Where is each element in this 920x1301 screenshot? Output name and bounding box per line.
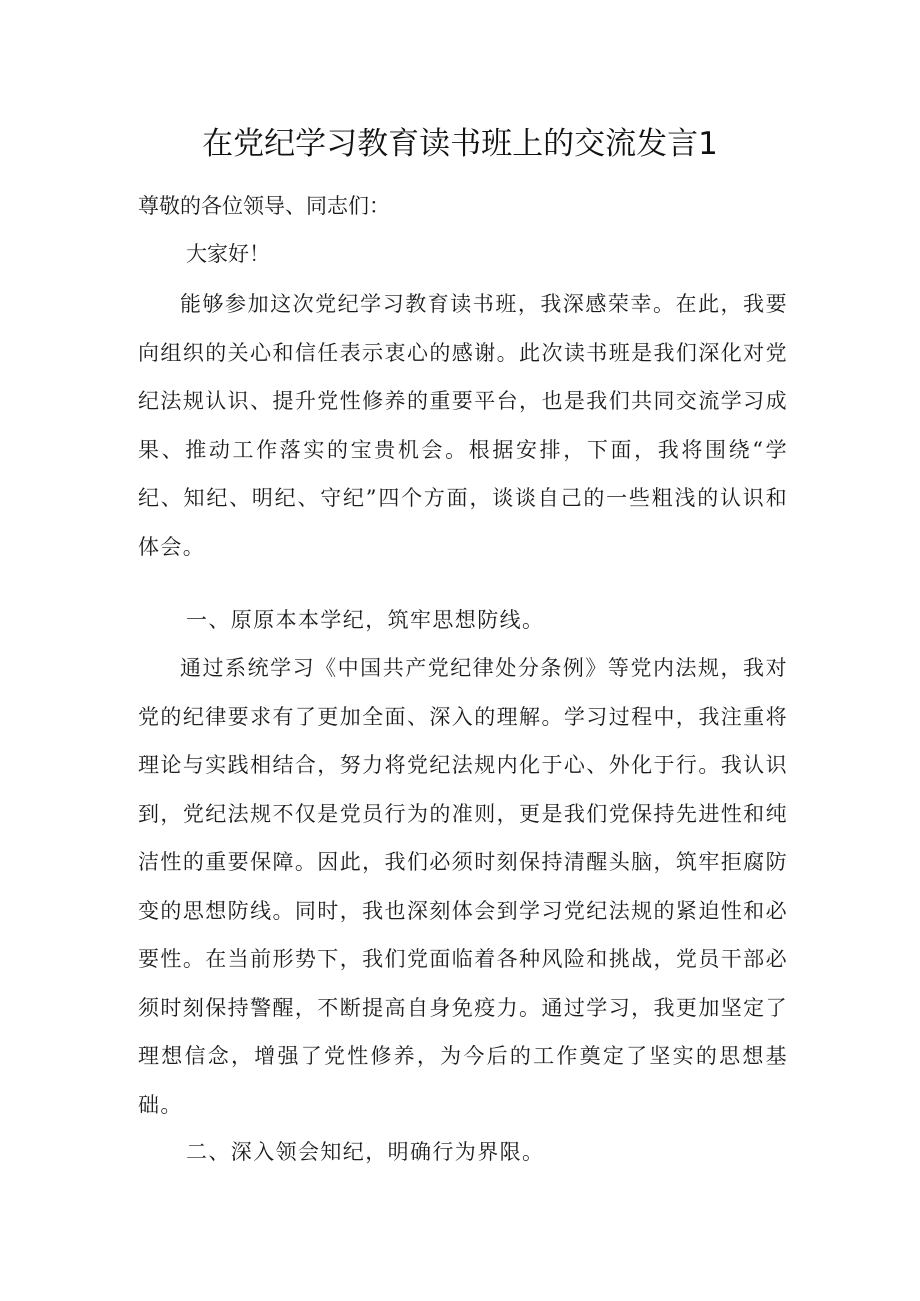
section-heading-1: 一、原原本本学纪，筑牢思想防线。 — [186, 608, 545, 632]
section-heading-2: 二、深入领会知纪，明确行为界限。 — [186, 1140, 545, 1164]
greeting: 大家好！ — [186, 242, 270, 266]
salutation: 尊敬的各位领导、同志们： — [138, 194, 390, 218]
document-title: 在党纪学习教育读书班上的交流发言1 — [202, 126, 718, 162]
section-1-paragraph: 通过系统学习《中国共产党纪律处分条例》等党内法规，我对党的纪律要求有了更加全面、深入的理解。学习过程中，我注重将理论与实践相结合，努力将党纪法规内化于心、外化于行。我认识到，党纪法规不仅是党员行为的准则，更是我们党保持先进性和纯洁性的重要保障。因此，我们必须时刻保持清醒头脑，筑牢拒腐防变的思想防线。同时，我也深刻体会到学习党纪法规的紧迫性和必要性。在当前形势下，我们党面临着各种风险和挑战，党员干部必须时刻保持警醒，不断提高自身免疫力。通过学习，我更加坚定了理想信念，增强了党性修养，为今后的工作奠定了坚实的思想基础。 — [138, 656, 788, 1117]
intro-paragraph: 能够参加这次党纪学习教育读书班，我深感荣幸。在此，我要向组织的关心和信任表示衷心的感谢。此次读书班是我们深化对党纪法规认识、提升党性修养的重要平台，也是我们共同交流学习成果、推动工作落实的宝贵机会。根据安排，下面，我将围绕“学纪、知纪、明纪、守纪”四个方面，谈谈自己的一些粗浅的认识和体会。 — [138, 292, 788, 559]
